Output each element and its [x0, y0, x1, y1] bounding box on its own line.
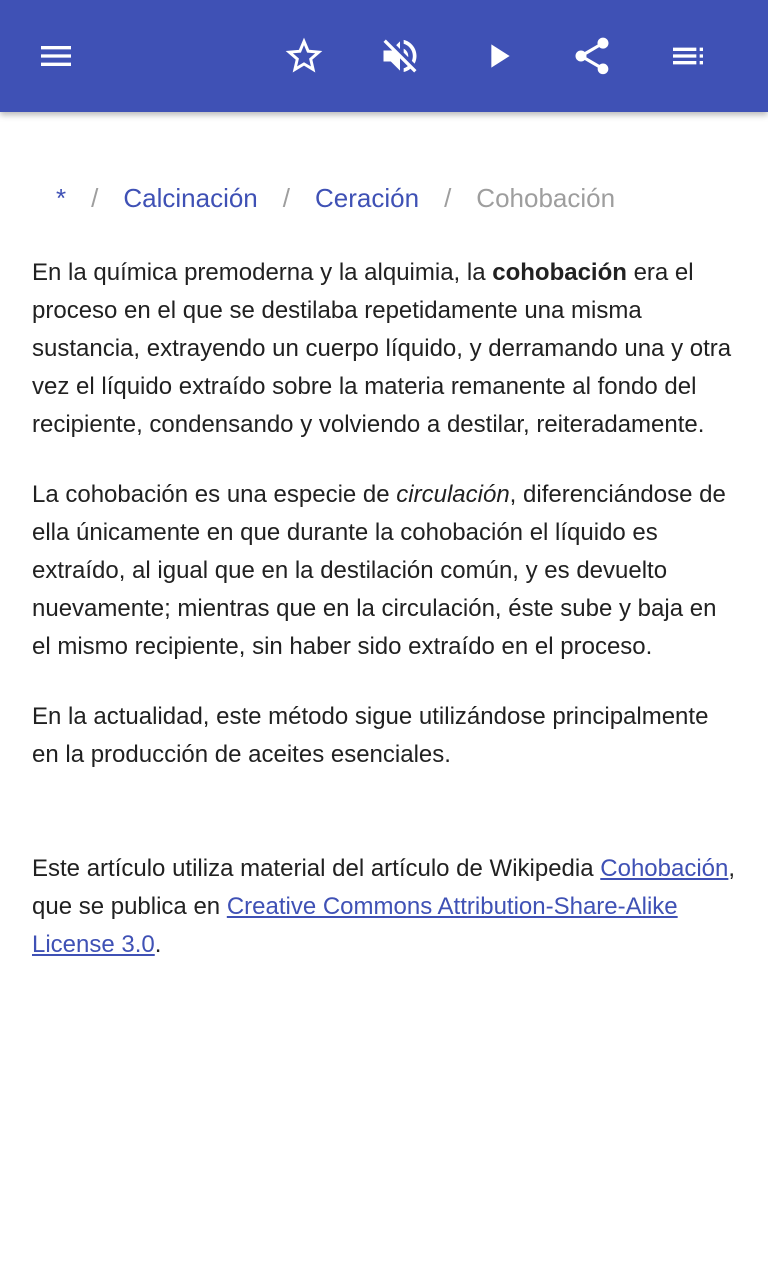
breadcrumb-root[interactable]: * — [56, 183, 67, 213]
attribution-text: Este artículo utiliza material del artículo de Wikipedia — [32, 855, 601, 882]
attribution-text: . — [154, 931, 162, 958]
license-link[interactable]: Creative Commons Attribution-Share-Alike License 3.0 — [32, 893, 678, 958]
paragraph-text: , diferenciándose de ella únicamente en que durante la cohobación el líquido es extraído, al igual que en la destilación común, y es devuelto nuevamente; mientras que en la circulación, éste sube y baja en el mismo recipiente, sin haber sido extraído en el proceso. — [32, 481, 726, 660]
share-button[interactable] — [564, 28, 620, 84]
attribution-paragraph — [32, 850, 736, 964]
wikipedia-article-link[interactable]: Cohobación — [600, 855, 729, 882]
breadcrumb-separator: / — [444, 183, 452, 213]
menu-icon — [36, 36, 76, 76]
share-icon — [570, 34, 614, 78]
volume-off-icon — [378, 34, 422, 78]
menu-button[interactable] — [28, 28, 84, 84]
breadcrumb — [56, 170, 736, 226]
favorite-button[interactable] — [276, 28, 332, 84]
article-paragraph — [32, 476, 736, 666]
bold-term: cohobación — [492, 259, 627, 286]
play-button[interactable] — [470, 28, 526, 84]
article-paragraph: En la actualidad, este método sigue utilizándose principalmente en la producción de aceites esenciales. — [32, 703, 709, 768]
article-body — [32, 254, 736, 964]
star-outline-icon — [282, 34, 326, 78]
playlist-icon — [668, 36, 708, 76]
contents-button[interactable] — [660, 28, 716, 84]
breadcrumb-separator: / — [282, 183, 290, 213]
breadcrumb-item-calcinacion[interactable]: Calcinación — [123, 183, 258, 213]
paragraph-text: era el proceso en el que se destilaba repetidamente una misma sustancia, extrayendo un cuerpo líquido, y derramando una y otra vez el líquido extraído sobre la materia remanente al fondo del recipiente, condensando y volviendo a destilar, reiteradamente. — [32, 259, 732, 438]
italic-term: circulación — [396, 481, 510, 508]
paragraph-text: En la química premoderna y la alquimia, la — [32, 259, 493, 286]
content — [32, 170, 736, 996]
article-paragraph — [32, 254, 736, 444]
breadcrumb-item-ceracion[interactable]: Ceración — [315, 183, 420, 213]
play-icon — [478, 36, 518, 76]
breadcrumb-separator: / — [91, 183, 99, 213]
paragraph-text: La cohobación es una especie de — [32, 481, 397, 508]
mute-button[interactable] — [372, 28, 428, 84]
breadcrumb-current: Cohobación — [476, 183, 616, 213]
app-bar — [0, 0, 768, 112]
attribution-text: , que se publica en — [32, 855, 736, 920]
